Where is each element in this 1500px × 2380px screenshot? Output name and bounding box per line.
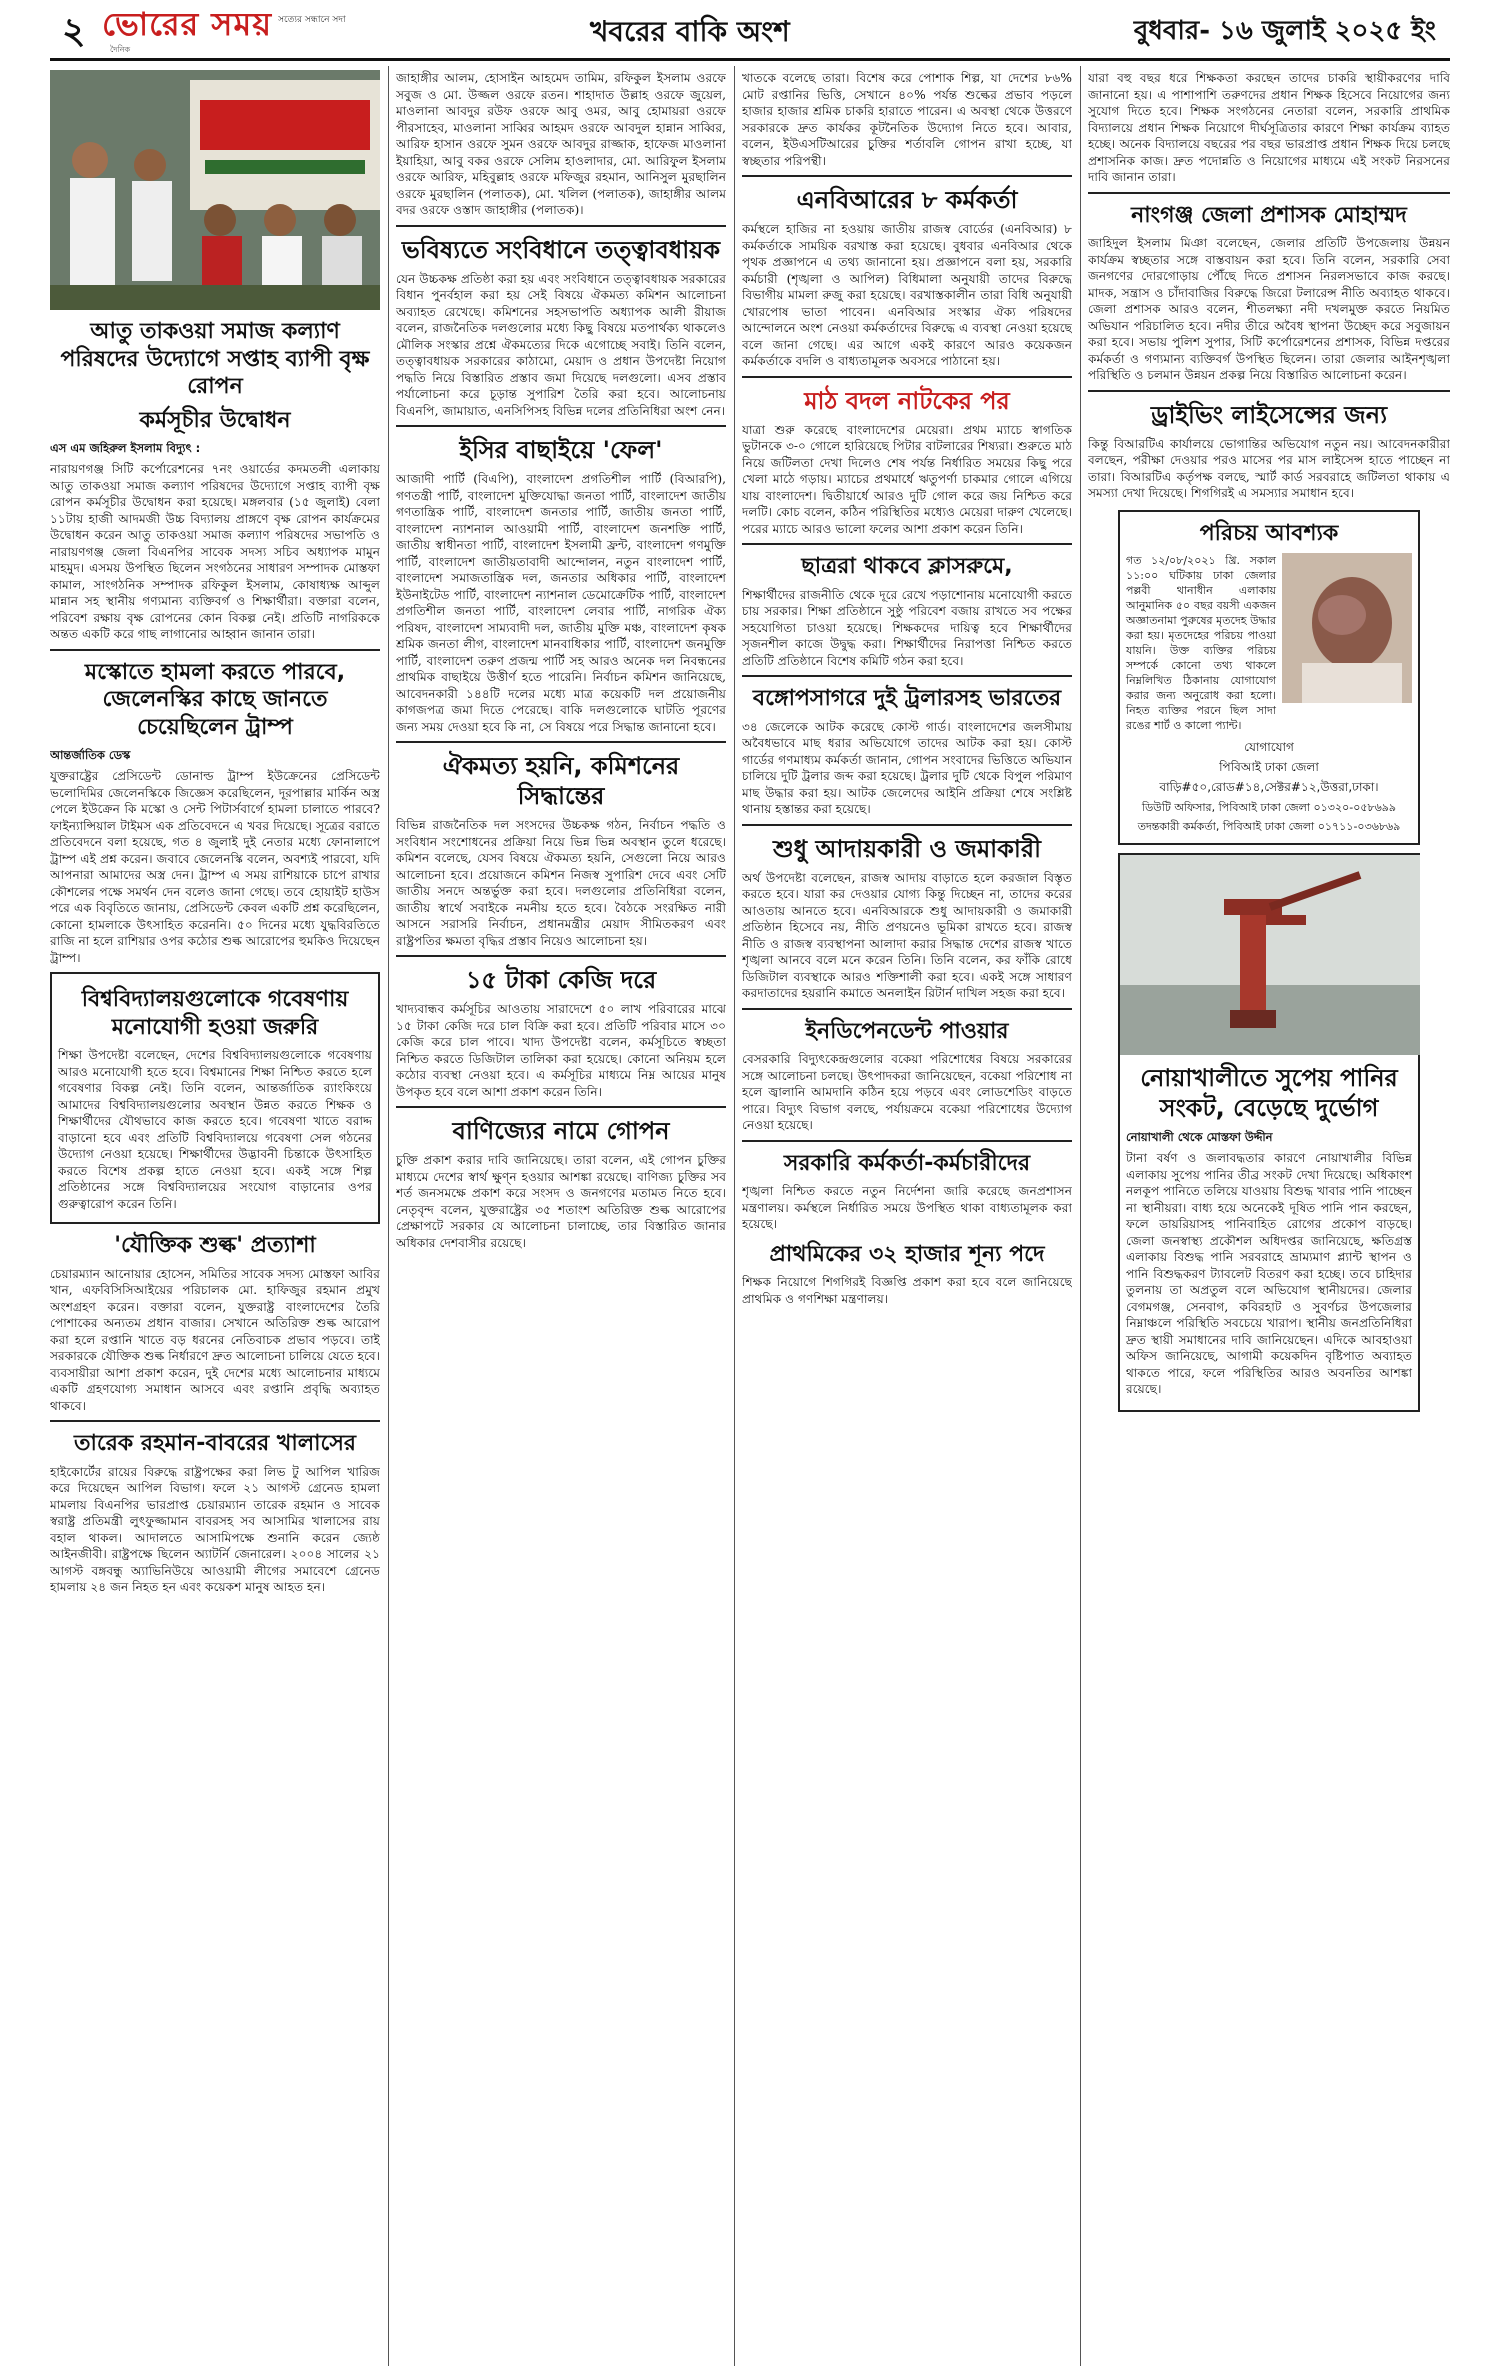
divider — [396, 425, 726, 427]
byline: নোয়াখালী থেকে মোস্তফা উদ্দীন — [1126, 1130, 1273, 1144]
divider — [742, 1140, 1072, 1142]
headline: বিশ্ববিদ্যালয়গুলোকে গবেষণায় মনোযোগী হওয়া জরুরি — [81, 987, 349, 1040]
divider — [742, 175, 1072, 177]
article-body: যারা বহু বছর ধরে শিক্ষকতা করছেন তাদের চাকরি স্থায়ীকরণের দাবি জানানো হয়। এ পাশাপাশি তরুণদের প্রধান শিক্ষক হিসেবে নিয়োগের জন্য সুযোগ দিতে হবে। শিক্ষক সংগঠনের নেতারা বলেন, সরকারি প্রাথমিক বিদ্যালয়ে প্রধান শিক্ষক নিয়োগে দীর্ঘসূত্রিতার কারণে শিক্ষা কার্যক্রম ব্যাহত হচ্ছে। অনেক বিদ্যালয়ে বছরের পর বছর ভারপ্রাপ্ত প্রধান শিক্ষক দিয়ে চলছে প্রশাসনিক কাজ। দ্রুত পদোন্নতি ও নিয়োগের মাধ্যমে এই সংকট নিরসনের দাবি জানান তারা। — [1088, 71, 1450, 184]
divider — [50, 649, 380, 651]
divider — [742, 1008, 1072, 1010]
headline: 'যৌক্তিক শুল্ক' প্রত্যাশা — [114, 1233, 316, 1258]
identity-notice — [1118, 510, 1420, 846]
column-divider — [1080, 66, 1081, 2366]
headline: সরকারি কর্মকর্তা-কর্মচারীদের — [783, 1150, 1031, 1176]
article-body: ৩৪ জেলেকে আটক করেছে কোস্ট গার্ড। বাংলাদেশের জলসীমায় অবৈধভাবে মাছ ধরার অভিযোগে তাদের আটক করা হয়। কোস্ট গার্ডের গণমাধ্যম কর্মকর্তা জানান, গোপন সংবাদের ভিত্তিতে অভিযান চালিয়ে দুটি ট্রলার জব্দ করা হয়েছে। ট্রলার দুটি থেকে বিপুল পরিমাণ মাছ উদ্ধার করা হয়। আটক জেলেদের আইনি প্রক্রিয়া শেষে সংশ্লিষ্ট থানায় হস্তান্তর করা হয়েছে। — [742, 719, 1072, 816]
divider — [742, 376, 1072, 378]
headline: কর্মসূচীর উদ্বোধন — [139, 407, 291, 433]
article-body: চেয়ারম্যান আনোয়ার হোসেন, সমিতির সাবেক সদস্য মোস্তফা আবির খান, এফবিসিসিআইয়ের পরিচালক মো. হাফিজুর রহমান প্রমুখ অংশগ্রহণ করেন। বক্তারা বলেন, যুক্তরাষ্ট্র বাংলাদেশের তৈরি পোশাকের অন্যতম প্রধান বাজার। সেখানে অতিরিক্ত শুল্ক আরোপ করা হলে রপ্তানি খাতে বড় ধরনের নেতিবাচক প্রভাব পড়বে। তাই সরকারকে যৌক্তিক শুল্ক নির্ধারণে দ্রুত আলোচনা চালিয়ে যেতে হবে। ব্যবসায়ীরা আশা প্রকাশ করেন, দুই দেশের মধ্যে আলোচনার মাধ্যমে একটি গ্রহণযোগ্য সমাধান আসবে এবং রপ্তানি প্রবৃদ্ধি অব্যাহত থাকবে। — [50, 1266, 380, 1413]
logo-text: ভোরের সময় — [102, 5, 273, 43]
article-body: নারায়ণগঞ্জ সিটি কর্পোরেশনের ৭নং ওয়ার্ডের কদমতলী এলাকায় আতু তাকওয়া সমাজ কল্যাণ পরিষদের উদ্যোগে সপ্তাহ ব্যাপী বৃক্ষ রোপন কর্মসূচীর উদ্বোধন করা হয়েছে। মঙ্গলবার (১৫ জুলাই) বেলা ১১টায় হাজী আদমজী উচ্চ বিদ্যালয় প্রাঙ্গণে বৃক্ষ রোপন কার্যক্রমের উদ্বোধন করেন আতু তাকওয়া সমাজ কল্যাণ পরিষদের সভাপতি ও নারায়ণগঞ্জ জেলা বিএনপির সাবেক সদস্য সচিব অধ্যাপক মামুন মাহমুদ। এসময় উপস্থিত ছিলেন সংগঠনের সাধারণ সম্পাদক মোস্তফা কামাল, সাংগঠনিক সম্পাদক রফিকুল ইসলাম, কোষাধ্যক্ষ আব্দুল মান্নান সহ স্থানীয় গণ্যমান্য ব্যক্তিবর্গ ও শিক্ষার্থীরা। বক্তারা বলেন, পরিবেশ রক্ষায় বৃক্ষ রোপনের কোন বিকল্প নেই। প্রতিটি নাগরিককে অন্তত একটি করে গাছ লাগানোর আহ্বান জানান তারা। — [50, 462, 380, 641]
column-3 — [742, 70, 1072, 2370]
article-body: চুক্তি প্রকাশ করার দাবি জানিয়েছে। তারা বলেন, এই গোপন চুক্তির মাধ্যমে দেশের স্বার্থ ক্ষুণ্ন হওয়ার আশঙ্কা রয়েছে। বাণিজ্য চুক্তির সব শর্ত জনসমক্ষে প্রকাশ করে সংসদ ও জনগণের মতামত নিতে হবে। নেতৃবৃন্দ বলেন, যুক্তরাষ্ট্রের ৩৫ শতাংশ অতিরিক্ত শুল্ক আরোপের প্রেক্ষাপটে সরকার যে আলোচনা চালাচ্ছে, তার বিস্তারিত জানার অধিকার দেশবাসীর রয়েছে। — [396, 1153, 726, 1250]
notice-address: বাড়ি#৫০,রোড#১৪,সেক্টর#১২,উত্তরা,ঢাকা। — [1159, 780, 1379, 794]
headline: মাঠ বদল নাটকের পর — [804, 386, 1010, 415]
article-body: শিক্ষা উপদেষ্টা বলেছেন, দেশের বিশ্ববিদ্যালয়গুলোকে গবেষণায় আরও মনোযোগী হতে হবে। বিশ্বমানের শিক্ষা নিশ্চিত করতে হলে গবেষণার বিকল্প নেই। তিনি বলেন, আন্তর্জাতিক র‍্যাংকিংয়ে আমাদের বিশ্ববিদ্যালয়গুলোর অবস্থান উন্নত করতে শিক্ষক ও শিক্ষার্থীদের যৌথভাবে কাজ করতে হবে। গবেষণা খাতে বরাদ্দ বাড়ানো হবে এবং প্রতিটি বিশ্ববিদ্যালয়ে গবেষণা সেল গঠনের উদ্যোগ নেওয়া হয়েছে। শিক্ষার্থীদের উদ্ভাবনী চিন্তাকে উৎসাহিত করতে বিশেষ প্রকল্প হাতে নেওয়া হবে। একই সঙ্গে শিল্প প্রতিষ্ঠানের সঙ্গে বিশ্ববিদ্যালয়ের সংযোগ বাড়ানোর ওপর গুরুত্বারোপ করেন তিনি। — [58, 1048, 372, 1211]
notice-phone: ডিউটি অফিসার, পিবিআই ঢাকা জেলা ০১৩২০-০৫৮৬৯৯ — [1141, 801, 1397, 814]
article-body: খাতকে বলেছে তারা। বিশেষ করে পোশাক শিল্প, যা দেশের ৮৬% মোট রপ্তানির ভিত্তি, সেখানে ৪০% পর্যন্ত শুল্কের প্রভাব পড়লে হাজার হাজার শ্রমিক চাকরি হারাতে পারেন। এ অবস্থা থেকে উত্তরণে সরকারকে দ্রুত কার্যকর কূটনৈতিক উদ্যোগ নিতে হবে। আবার, বলেন, ইউএসটিআরের চুক্তির শর্তাবলি গোপন রাখা হচ্ছে, যা স্বচ্ছতার পরিপন্থী। — [742, 71, 1072, 168]
page-number: ২ — [62, 11, 86, 52]
headline: মস্কোতে হামলা করতে পারবে, জেলেনস্কির কাছে জানতে চেয়েছিলেন ট্রাম্প — [84, 659, 346, 740]
divider — [742, 543, 1072, 545]
column-divider — [388, 66, 389, 2366]
page-date: বুধবার- ১৬ জুলাই ২০২৫ ইং — [1133, 16, 1436, 46]
byline: এস এম জহিরুল ইসলাম বিদ্যুৎ : — [50, 441, 201, 455]
boxed-article — [50, 972, 380, 1224]
divider — [396, 1106, 726, 1108]
headline: বাণিজ্যের নামে গোপন — [452, 1117, 670, 1145]
column-4 — [1088, 70, 1450, 2370]
article-body: শিক্ষক নিয়োগে শিগগিরই বিজ্ঞপ্তি প্রকাশ করা হবে বলে জানিয়েছে প্রাথমিক ও গণশিক্ষা মন্ত্রণালয়। — [742, 1275, 1072, 1306]
headline: নোয়াখালীতে সুপেয় পানির সংকট, বেড়েছে দুর্ভোগ — [1140, 1064, 1398, 1122]
article-body: অর্থ উপদেষ্টা বলেছেন, রাজস্ব আদায় বাড়াতে হলে করজাল বিস্তৃত করতে হবে। যারা কর দেওয়ার যোগ্য কিন্তু দিচ্ছেন না, তাদের করের আওতায় আনতে হবে। এনবিআরকে শুধু আদায়কারী ও জমাকারী প্রতিষ্ঠান হিসেবে নয়, নীতি প্রণয়নেও ভূমিকা রাখতে হবে। রাজস্ব নীতি ও রাজস্ব ব্যবস্থাপনা আলাদা করার সিদ্ধান্ত দেশের রাজস্ব খাতে শৃঙ্খলা আনবে বলে মনে করেন তিনি। তিনি বলেন, কর ফাঁকি রোধে ডিজিটাল ব্যবস্থাকে আরও শক্তিশালী করা হবে। একই সঙ্গে সাধারণ করদাতাদের হয়রানি কমাতে অনলাইন রিটার্ন দাখিল সহজ করা হবে। — [742, 870, 1072, 1000]
logo-tagline: সত্যের সন্ধানে সদা — [278, 14, 346, 25]
headline: বঙ্গোপসাগরে দুই ট্রলারসহ ভারতের — [752, 686, 1062, 711]
article-body: কর্মস্থলে হাজির না হওয়ায় জাতীয় রাজস্ব বোর্ডের (এনবিআর) ৮ কর্মকর্তাকে সাময়িক বরখাস্ত করা হয়েছে। বুধবার এনবিআর থেকে পৃথক প্রজ্ঞাপনে এ তথ্য জানানো হয়। প্রজ্ঞাপনে বলা হয়, সরকারি কর্মচারী (শৃঙ্খলা ও আপিল) বিধিমালা অনুযায়ী তাদের বিরুদ্ধে বিভাগীয় মামলা রুজু করা হয়েছে। বরখাস্তকালীন তারা বিধি অনুযায়ী খোরপোষ ভাতা পাবেন। এনবিআর সংস্কার ঐক্য পরিষদের আন্দোলনে অংশ নেওয়া কর্মকর্তাদের বিরুদ্ধে এ ব্যবস্থা নেওয়া হয়েছে বলে জানা গেছে। এর আগে একই কারণে আরও কয়েকজন কর্মকর্তাকে বদলি ও বাধ্যতামূলক অবসরে পাঠানো হয়। — [742, 222, 1072, 368]
divider — [1088, 192, 1450, 194]
notice-contact-label: যোগাযোগ — [1244, 740, 1294, 754]
headline: শুধু আদায়কারী ও জমাকারী — [773, 834, 1041, 863]
article-body: যাত্রা শুরু করেছে বাংলাদেশের মেয়েরা। প্রথম ম্যাচে স্বাগতিক ভুটানকে ৩-০ গোলে হারিয়েছে পিটার বাটলারের শিষ্যরা। শুরুতে মাঠ নিয়ে জটিলতা দেখা দিলেও শেষ পর্যন্ত নির্ধারিত সময়ের কিছু পরে খেলা মাঠে গড়ায়। ম্যাচের প্রথমার্ধে ঋতুপর্ণা চাকমার গোলে এগিয়ে যায় বাংলাদেশ। দ্বিতীয়ার্ধে আরও দুটি গোল করে জয় নিশ্চিত করে দলটি। কোচ বলেন, কঠিন পরিস্থিতির মধ্যেও মেয়েরা দারুণ খেলেছে। পরের ম্যাচে আরও ভালো ফলের আশা প্রকাশ করেন তিনি। — [742, 422, 1072, 536]
masthead — [50, 0, 1450, 61]
headline: ঐকমত্য হয়নি, কমিশনের সিদ্ধান্তের — [442, 752, 680, 810]
divider — [1088, 390, 1450, 392]
article-body: হাইকোর্টের রায়ের বিরুদ্ধে রাষ্ট্রপক্ষের করা লিভ টু আপিল খারিজ করে দিয়েছেন আপিল বিভাগ। ফলে ২১ আগস্ট গ্রেনেড হামলা মামলায় বিএনপির ভারপ্রাপ্ত চেয়ারম্যান তারেক রহমান ও সাবেক স্বরাষ্ট্র প্রতিমন্ত্রী লুৎফুজ্জামান বাবরসহ সব আসামির খালাসের রায় বহাল থাকল। আদালতে আসামিপক্ষে শুনানি করেন জ্যেষ্ঠ আইনজীবী। রাষ্ট্রপক্ষে ছিলেন অ্যাটর্নি জেনারেল। ২০০৪ সালের ২১ আগস্ট বঙ্গবন্ধু অ্যাভিনিউয়ে আওয়ামী লীগের সমাবেশে গ্রেনেড হামলায় ২৪ জন নিহত হন এবং কয়েকশ মানুষ আহত হন। — [50, 1464, 380, 1594]
notice-contact: পিবিআই ঢাকা জেলা — [1219, 760, 1319, 774]
article-body: যুক্তরাষ্ট্রের প্রেসিডেন্ট ডোনাল্ড ট্রাম্প ইউক্রেনের প্রেসিডেন্ট ভলোদিমির জেলেনস্কিকে জিজ্ঞেস করেছিলেন, দূরপাল্লার মার্কিন অস্ত্র পেলে ইউক্রেন কি মস্কো ও সেন্ট পিটার্সবার্গে হামলা চালাতে পারবে? ফাইন্যান্সিয়াল টাইমস এক প্রতিবেদনে এ খবর দিয়েছে। সূত্রের বরাতে প্রতিবেদনে বলা হয়েছে, গত ৪ জুলাই দুই নেতার মধ্যে ফোনালাপে ট্রাম্প এই প্রশ্ন করেন। জবাবে জেলেনস্কি বলেন, অবশ্যই পারবো, যদি আপনারা আমাদের অস্ত্র দেন। ট্রাম্প এ সময় রাশিয়াকে চাপে রাখার কৌশলের পক্ষে সমর্থন দেন বলেও জানা গেছে। তবে হোয়াইট হাউস পরে এক বিবৃতিতে জানায়, প্রেসিডেন্ট কেবল একটি প্রশ্ন করেছিলেন, কোনো হামলাকে উৎসাহিত করেননি। ৫০ দিনের মধ্যে যুদ্ধবিরতিতে রাজি না হলে রাশিয়ার ওপর কঠোর শুল্ক আরোপের হুমকিও দিয়েছেন ট্রাম্প। — [50, 769, 380, 965]
divider — [396, 955, 726, 957]
article-body: বেসরকারি বিদ্যুৎকেন্দ্রগুলোর বকেয়া পরিশোধের বিষয়ে সরকারের সঙ্গে আলোচনা চলছে। উৎপাদকরা জানিয়েছেন, বকেয়া পরিশোধ না হলে জ্বালানি আমদানি কঠিন হয়ে পড়বে এবং লোডশেডিং বাড়তে পারে। বিদ্যুৎ বিভাগ বলছে, পর্যায়ক্রমে বকেয়া পরিশোধের উদ্যোগ নেওয়া হয়েছে। — [742, 1052, 1072, 1132]
notice-phone: তদন্তকারী কর্মকর্তা, পিবিআই ঢাকা জেলা ০১৭১১-০৩৬৮৬৯ — [1137, 820, 1401, 833]
headline: ইনডিপেনডেন্ট পাওয়ার — [805, 1018, 1009, 1044]
article-body: শৃঙ্খলা নিশ্চিত করতে নতুন নির্দেশনা জারি করেছে জনপ্রশাসন মন্ত্রণালয়। কর্মস্থলে নির্ধারিত সময়ে উপস্থিত থাকা বাধ্যতামূলক করা হয়েছে। — [742, 1184, 1072, 1231]
banner-photo — [50, 70, 380, 310]
article-body: বিভিন্ন রাজনৈতিক দল সংসদের উচ্চকক্ষ গঠন, নির্বাচন পদ্ধতি ও সংবিধান সংশোধনের প্রক্রিয়া নিয়ে ভিন্ন ভিন্ন অবস্থান তুলে ধরেছে। কমিশন বলেছে, যেসব বিষয়ে ঐকমত্য হয়নি, সেগুলো নিয়ে আরও আলোচনা হবে। প্রয়োজনে কমিশন নিজস্ব সুপারিশ দেবে এবং সেটি জাতীয় সনদে অন্তর্ভুক্ত করা হবে। দলগুলোর প্রতিনিধিরা বলেন, জাতীয় স্বার্থে সবাইকে নমনীয় হতে হবে। বৈঠকে সংরক্ষিত নারী আসনে সরাসরি নির্বাচন, প্রধানমন্ত্রীর মেয়াদ সীমিতকরণ এবং রাষ্ট্রপতির ক্ষমতা বৃদ্ধির প্রস্তাব নিয়েও আলোচনা হয়। — [396, 818, 726, 948]
divider — [50, 1420, 380, 1422]
article-body: যেন উচ্চকক্ষ প্রতিষ্ঠা করা হয় এবং সংবিধানে তত্ত্বাবধায়ক সরকারের বিধান পুনর্বহাল করা হয় সেই বিষয়ে ঐকমত্য কমিশন আলোচনা অব্যাহত রেখেছে। কমিশনের সহসভাপতি অধ্যাপক আলী রীয়াজ বলেন, রাজনৈতিক দলগুলোর মধ্যে কিছু বিষয়ে মতপার্থক্য থাকলেও মৌলিক সংস্কার প্রশ্নে ঐকমত্যের দিকে এগোচ্ছে সবাই। তিনি বলেন, তত্ত্বাবধায়ক সরকারের কাঠামো, মেয়াদ ও প্রধান উপদেষ্টা নিয়োগ পদ্ধতি নিয়ে বিস্তারিত প্রস্তাব জমা দিয়েছে দলগুলো। এসব প্রস্তাব পর্যালোচনা করে চূড়ান্ত সুপারিশ তৈরি করা হবে। আলোচনায় বিএনপি, জামায়াত, এনসিপিসহ বিভিন্ন দলের প্রতিনিধিরা অংশ নেন। — [396, 271, 726, 418]
column-divider — [734, 66, 735, 2366]
headline: ভবিষ্যতে সংবিধানে তত্ত্বাবধায়ক — [401, 235, 721, 264]
column-1 — [50, 70, 380, 2370]
column-2 — [396, 70, 726, 2370]
headline: ১৫ টাকা কেজি দরে — [465, 966, 657, 994]
headline: ড্রাইভিং লাইসেন্সের জন্য — [1150, 400, 1388, 429]
headline: প্রাথমিকের ৩২ হাজার শূন্য পদে — [769, 1241, 1045, 1267]
headline: নাংগঞ্জ জেলা প্রশাসক মোহাম্মদ — [1131, 202, 1407, 228]
hand-pump-photo — [1120, 855, 1418, 1055]
article-body: টানা বর্ষণ ও জলাবদ্ধতার কারণে নোয়াখালীর বিভিন্ন এলাকায় সুপেয় পানির তীব্র সংকট দেখা দিয়েছে। অধিকাংশ নলকূপ পানিতে তলিয়ে যাওয়ায় বিশুদ্ধ খাবার পানি পাচ্ছেন না স্থানীয়রা। বাধ্য হয়ে অনেকেই দূষিত পানি পান করছেন, ফলে ডায়রিয়াসহ পানিবাহিত রোগের প্রকোপ বাড়ছে। জেলা জনস্বাস্থ্য প্রকৌশল অধিদপ্তর জানিয়েছে, ক্ষতিগ্রস্ত এলাকায় বিশুদ্ধ পানি সরবরাহে ভ্রাম্যমাণ প্ল্যান্ট স্থাপন ও পানি বিশুদ্ধকরণ ট্যাবলেট বিতরণ করা হচ্ছে। তবে চাহিদার তুলনায় তা অপ্রতুল বলে অভিযোগ স্থানীয়দের। জেলার বেগমগঞ্জ, সেনবাগ, কবিরহাট ও সুবর্ণচর উপজেলার নিম্নাঞ্চলে পরিস্থিতি সবচেয়ে খারাপ। স্থানীয় জনপ্রতিনিধিরা দ্রুত স্থায়ী সমাধানের দাবি জানিয়েছেন। এদিকে আবহাওয়া অফিস জানিয়েছে, আগামী কয়েকদিন বৃষ্টিপাত অব্যাহত থাকতে পারে, ফলে পরিস্থিতির আরও অবনতির আশঙ্কা রয়েছে। — [1126, 1151, 1412, 1396]
article-body: কিন্তু বিআরটিএ কার্যালয়ে ভোগান্তির অভিযোগ নতুন নয়। আবেদনকারীরা বলছেন, পরীক্ষা দেওয়ার পরও মাসের পর মাস লাইসেন্স হাতে পাচ্ছেন না তারা। বিআরটিএ কর্তৃপক্ষ বলছে, স্মার্ট কার্ড সরবরাহে জটিলতা থাকায় এ সমস্যা দেখা দিয়েছে। শিগগিরই এ সমস্যার সমাধান হবে। — [1088, 436, 1450, 500]
article-body: জাহাঙ্গীর আলম, হোসাইন আহমেদ তামিম, রফিকুল ইসলাম ওরফে সবুজ ও মো. উজ্জল ওরফে রতন। শাহাদাত উল্লাহ ওরফে জুয়েল, মাওলানা আবদুর রউফ ওরফে আবু ওমর, আবু হোমায়রা ওরফে পীরসাহেব, মাওলানা সাব্বির আহমদ ওরফে আবদুল হান্নান সাব্বির, আরিফ হাসান ওরফে সুমন ওরফে আবদুর রাজ্জাক, হাফেজ মাওলানা ইয়াহিয়া, আবু বকর ওরফে সেলিম হাওলাদার, মো. আরিফুল ইসলাম ওরফে আরিফ, মহিবুল্লাহ ওরফে মফিজুর রহমান, আনিসুল মুরছালিন ওরফে মুরছালিন (পলাতক), মো. খলিল (পলাতক), জাহাঙ্গীর আলম বদর ওরফে ওস্তাদ জাহাঙ্গীর (পলাতক)। — [396, 71, 726, 217]
logo-sub: দৈনিক — [110, 45, 131, 54]
headline: তারেক রহমান-বাবরের খালাসের — [73, 1431, 357, 1456]
headline: ছাত্ররা থাকবে ক্লাসরুমে, — [801, 554, 1013, 579]
tree-planting-photo — [50, 70, 380, 310]
notice-body: গত ১২/০৮/২০২১ খ্রি. সকাল ১১:০০ ঘটিকায় ঢাকা জেলার পল্লবী থানাধীন এলাকায় আনুমানিক ৫০ বছর বয়সী একজন অজ্ঞাতনামা পুরুষের মৃতদেহ উদ্ধার করা হয়। মৃতদেহের পরিচয় পাওয়া যায়নি। উক্ত ব্যক্তির পরিচয় সম্পর্কে কোনো তথ্য থাকলে নিম্নলিখিত ঠিকানায় যোগাযোগ করার জন্য অনুরোধ করা হলো। নিহত ব্যক্তির পরনে ছিল সাদা রঙের শার্ট ও কালো প্যান্ট। — [1126, 554, 1276, 732]
section-title: খবরের বাকি অংশ — [590, 15, 790, 48]
divider — [396, 741, 726, 743]
person-photo — [1282, 553, 1412, 703]
water-crisis-story — [1118, 853, 1420, 1412]
article-body: শিক্ষার্থীদের রাজনীতি থেকে দূরে রেখে পড়াশোনায় মনোযোগী করতে চায় সরকার। শিক্ষা প্রতিষ্ঠানে সুষ্ঠু পরিবেশ বজায় রাখতে সব পক্ষের সহযোগিতা চাওয়া হয়েছে। শিক্ষকদের দায়িত্ব হবে শিক্ষার্থীদের সৃজনশীল কাজে উদ্বুদ্ধ করা। শিক্ষার্থীদের নিরাপত্তা নিশ্চিত করতে প্রতিটি প্রতিষ্ঠানে বিশেষ কমিটি গঠন করা হবে। — [742, 587, 1072, 668]
newspaper-logo — [102, 6, 346, 46]
notice-title: পরিচয় আবশ্যক — [1199, 520, 1339, 546]
headline: এনবিআরের ৮ কর্মকর্তা — [796, 186, 1018, 214]
divider — [742, 675, 1072, 677]
divider — [396, 225, 726, 227]
article-body: জাহিদুল ইসলাম মিঞা বলেছেন, জেলার প্রতিটি উপজেলায় উন্নয়ন কার্যক্রম স্বচ্ছতার সঙ্গে বাস্তবায়ন করা হবে। তিনি বলেন, সরকারি সেবা জনগণের দোরগোড়ায় পৌঁছে দিতে প্রশাসন নিরলসভাবে কাজ করছে। মাদক, সন্ত্রাস ও চাঁদাবাজির বিরুদ্ধে জিরো টলারেন্স নীতি অব্যাহত থাকবে। জেলা প্রশাসক আরও বলেন, শীতলক্ষ্যা নদী দখলমুক্ত করতে নিয়মিত অভিযান পরিচালিত হবে। নদীর তীরে অবৈধ স্থাপনা উচ্ছেদ করে সবুজায়ন করা হবে। সভায় পুলিশ সুপার, সিটি কর্পোরেশনের প্রশাসক, বিভিন্ন দপ্তরের কর্মকর্তা ও গণ্যমান্য ব্যক্তিবর্গ উপস্থিত ছিলেন। তারা জেলার আইনশৃঙ্খলা পরিস্থিতি ও চলমান উন্নয়ন প্রকল্প নিয়ে বিস্তারিত আলোচনা করেন। — [1088, 236, 1450, 382]
byline: আন্তর্জাতিক ডেস্ক — [50, 748, 131, 762]
headline: আতু তাকওয়া সমাজ কল্যাণ পরিষদের উদ্যোগে সপ্তাহ ব্যাপী বৃক্ষ রোপন — [60, 319, 370, 399]
article-body: খাদ্যবান্ধব কর্মসূচির আওতায় সারাদেশে ৫০ লাখ পরিবারের মাঝে ১৫ টাকা কেজি দরে চাল বিক্রি করা হবে। প্রতিটি পরিবার মাসে ৩০ কেজি করে চাল পাবে। খাদ্য উপদেষ্টা বলেন, কর্মসূচিতে স্বচ্ছতা নিশ্চিত করতে ডিজিটাল তালিকা করা হয়েছে। কোনো অনিয়ম হলে কঠোর ব্যবস্থা নেওয়া হবে। এ কর্মসূচির মাধ্যমে নিম্ন আয়ের মানুষ উপকৃত হবে বলে আশা প্রকাশ করেন তিনি। — [396, 1002, 726, 1099]
divider — [742, 824, 1072, 826]
headline: ইসির বাছাইয়ে 'ফেল' — [459, 436, 663, 464]
article-body: আজাদী পার্টি (বিএপি), বাংলাদেশ প্রগতিশীল পার্টি (বিআরপি), গণতন্ত্রী পার্টি, বাংলাদেশ মুক্তিযোদ্ধা জনতা পার্টি, বাংলাদেশ জাতীয় গণতান্ত্রিক পার্টি, বাংলাদেশ জনতার পার্টি, জাতীয় জনতা পার্টি, বাংলাদেশ ন্যাশনাল আওয়ামী পার্টি, বাংলাদেশ জনশক্তি পার্টি, জাতীয় স্বাধীনতা পার্টি, বাংলাদেশ ইসলামী ফ্রন্ট, বাংলাদেশ গণমুক্তি পার্টি, বাংলাদেশ জাতীয়তাবাদী আন্দোলন, নতুন বাংলাদেশ পার্টি, বাংলাদেশ সমাজতান্ত্রিক দল, জনতার অধিকার পার্টি, বাংলাদেশ ইউনাইটেড পার্টি, বাংলাদেশ ন্যাশনাল ডেমোক্রেটিক পার্টি, বাংলাদেশ প্রগতিশীল জনতা পার্টি, বাংলাদেশ লেবার পার্টি, নাগরিক ঐক্য পরিষদ, বাংলাদেশ সাম্যবাদী দল, জাতীয় মুক্তি মঞ্চ, বাংলাদেশ কৃষক শ্রমিক জনতা লীগ, বাংলাদেশ মানবাধিকার পার্টি, বাংলাদেশ জনমুক্তি পার্টি, বাংলাদেশ তরুণ প্রজন্ম পার্টি সহ আরও অনেক দল নিবন্ধনের প্রাথমিক বাছাইয়ে উত্তীর্ণ হতে পারেনি। নির্বাচন কমিশন জানিয়েছে, আবেদনকারী ১৪৪টি দলের মধ্যে মাত্র কয়েকটি দল প্রয়োজনীয় কাগজপত্র জমা দিতে পেরেছে। বাকি দলগুলোকে ঘাটতি পূরণের জন্য সময় দেওয়া হবে কি না, সে বিষয়ে পরে সিদ্ধান্ত জানানো হবে। — [396, 472, 726, 734]
